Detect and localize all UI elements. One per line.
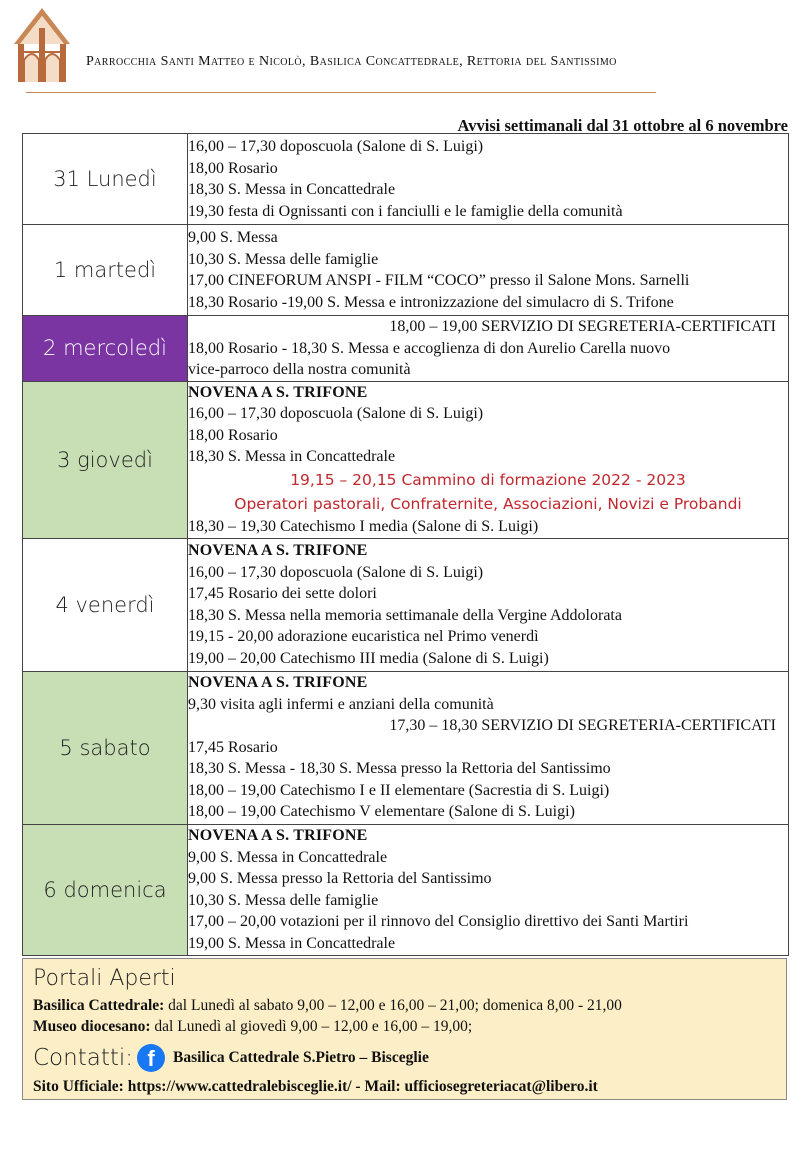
event-item: 18,00 – 19,00 Catechismo I e II elementare (Sacrestia di S. Luigi) bbox=[188, 781, 610, 799]
event-item: 17,45 Rosario dei sette dolori bbox=[188, 585, 377, 602]
basilica-hours: dal Lunedì al sabato 9,00 – 12,00 e 16,00 – 21,00; domenica 8,00 - 21,00 bbox=[164, 997, 622, 1014]
event-item: 18,30 S. Messa nella memoria settimanale della Vergine Addolorata bbox=[188, 606, 622, 624]
event-item: 9,30 visita agli infermi e anziani della comunità bbox=[188, 695, 494, 713]
event-item: 18,30 S. Messa in Concattedrale bbox=[188, 181, 396, 198]
event-item: 18,00 Rosario bbox=[188, 159, 278, 177]
page-header bbox=[8, 4, 798, 94]
site-and-mail-line[interactable]: Sito Ufficiale: https://www.cattedralebisceglie.it/ - Mail: ufficiosegreteriacat@libero.it bbox=[33, 1078, 598, 1095]
basilica-label: Basilica Cattedrale: bbox=[33, 997, 165, 1014]
formation-event-title: 19,15 – 20,15 Cammino di formazione 2022 - 2023 bbox=[290, 470, 686, 489]
events-cell bbox=[188, 671, 789, 824]
table-row bbox=[23, 824, 789, 955]
events-cell bbox=[188, 538, 789, 671]
novena-heading: NOVENA A S. TRIFONE bbox=[188, 674, 368, 692]
events-cell bbox=[188, 381, 789, 538]
events-cell bbox=[188, 824, 789, 955]
day-label: 4 venerdì bbox=[23, 538, 188, 671]
weekly-schedule-table bbox=[22, 133, 789, 956]
contacts-row bbox=[33, 1041, 776, 1075]
event-item: 18,00 – 19,00 SERVIZIO DI SEGRETERIA-CERTIFICATI bbox=[389, 318, 776, 335]
event-item: 19,30 festa di Ognissanti con i fanciulli e le famiglie della comunità bbox=[188, 202, 623, 220]
facebook-icon[interactable]: f bbox=[137, 1044, 165, 1072]
event-item: 10,30 S. Messa delle famiglie bbox=[188, 891, 379, 909]
event-item: 16,00 – 17,30 doposcuola (Salone di S. Luigi) bbox=[188, 563, 484, 581]
events-cell bbox=[188, 134, 789, 225]
museo-hours-line bbox=[33, 1016, 776, 1037]
event-item: 18,30 S. Messa - 18,30 S. Messa presso la Rettoria del Santissimo bbox=[188, 760, 611, 778]
church-roof-icon bbox=[10, 4, 74, 84]
day-label: 5 sabato bbox=[23, 671, 188, 824]
table-row bbox=[23, 316, 789, 382]
event-item: 17,00 CINEFORUM ANSPI - FILM “COCO” presso il Salone Mons. Sarnelli bbox=[188, 272, 690, 289]
event-item: vice-parroco della nostra comunità bbox=[188, 361, 411, 378]
museo-hours: dal Lunedì al giovedì 9,00 – 12,00 e 16,00 – 19,00; bbox=[150, 1018, 473, 1035]
day-label: 3 giovedì bbox=[23, 381, 188, 538]
novena-heading: NOVENA A S. TRIFONE bbox=[188, 383, 368, 401]
table-row bbox=[23, 134, 789, 225]
portali-title: Portali Aperti bbox=[33, 966, 176, 991]
day-label: 1 martedì bbox=[23, 225, 188, 316]
header-divider bbox=[26, 92, 656, 93]
events-cell bbox=[188, 225, 789, 316]
table-row bbox=[23, 225, 789, 316]
event-item: 10,30 S. Messa delle famiglie bbox=[188, 250, 379, 268]
event-item: 18,00 – 19,00 Catechismo V elementare (Salone di S. Luigi) bbox=[188, 803, 575, 821]
event-item: 17,45 Rosario bbox=[188, 738, 278, 756]
event-item: 16,00 – 17,30 doposcuola (Salone di S. Luigi) bbox=[188, 138, 484, 155]
museo-label: Museo diocesano: bbox=[33, 1018, 151, 1035]
event-item: 18,00 Rosario - 18,30 S. Messa e accoglienza di don Aurelio Carella nuovo bbox=[188, 339, 671, 357]
info-box bbox=[22, 958, 787, 1100]
event-item: 16,00 – 17,30 doposcuola (Salone di S. Luigi) bbox=[188, 405, 484, 423]
day-label: 31 Lunedì bbox=[23, 134, 188, 225]
event-item: 19,00 S. Messa in Concattedrale bbox=[188, 934, 396, 952]
facebook-page-name[interactable]: Basilica Cattedrale S.Pietro – Bisceglie bbox=[173, 1049, 429, 1066]
novena-heading: NOVENA A S. TRIFONE bbox=[188, 827, 368, 844]
formation-event-audience: Operatori pastorali, Confraternite, Associazioni, Novizi e Probandi bbox=[234, 494, 742, 513]
event-item: 9,00 S. Messa in Concattedrale bbox=[188, 848, 388, 866]
event-item: 17,00 – 20,00 votazioni per il rinnovo del Consiglio direttivo dei Santi Martiri bbox=[188, 913, 689, 930]
table-row bbox=[23, 538, 789, 671]
event-item: 18,00 Rosario bbox=[188, 426, 278, 444]
day-label: 2 mercoledì bbox=[23, 316, 188, 382]
event-item: 9,00 S. Messa bbox=[188, 229, 278, 246]
basilica-hours-line bbox=[33, 995, 776, 1016]
event-item: 18,30 S. Messa in Concattedrale bbox=[188, 448, 396, 466]
week-title: Avvisi settimanali dal 31 ottobre al 6 novembre bbox=[457, 116, 788, 135]
parish-name: Parrocchia Santi Matteo e Nicolò, Basilica Concattedrale, Rettoria del Santissimo bbox=[86, 54, 617, 69]
table-row bbox=[23, 671, 789, 824]
events-cell bbox=[188, 316, 789, 382]
event-item: 18,30 Rosario -19,00 S. Messa e intronizzazione del simulacro di S. Trifone bbox=[188, 293, 674, 311]
contatti-title: Contatti: bbox=[33, 1045, 133, 1071]
event-item: 17,30 – 18,30 SERVIZIO DI SEGRETERIA-CERTIFICATI bbox=[389, 717, 776, 735]
event-item: 18,30 – 19,30 Catechismo I media (Salone di S. Luigi) bbox=[188, 517, 539, 535]
novena-heading: NOVENA A S. TRIFONE bbox=[188, 542, 368, 559]
table-row bbox=[23, 381, 789, 538]
event-item: 9,00 S. Messa presso la Rettoria del Santissimo bbox=[188, 870, 492, 887]
day-label: 6 domenica bbox=[23, 824, 188, 955]
event-item: 19,15 - 20,00 adorazione eucaristica nel Primo venerdì bbox=[188, 628, 539, 645]
event-item: 19,00 – 20,00 Catechismo III media (Salone di S. Luigi) bbox=[188, 649, 549, 667]
